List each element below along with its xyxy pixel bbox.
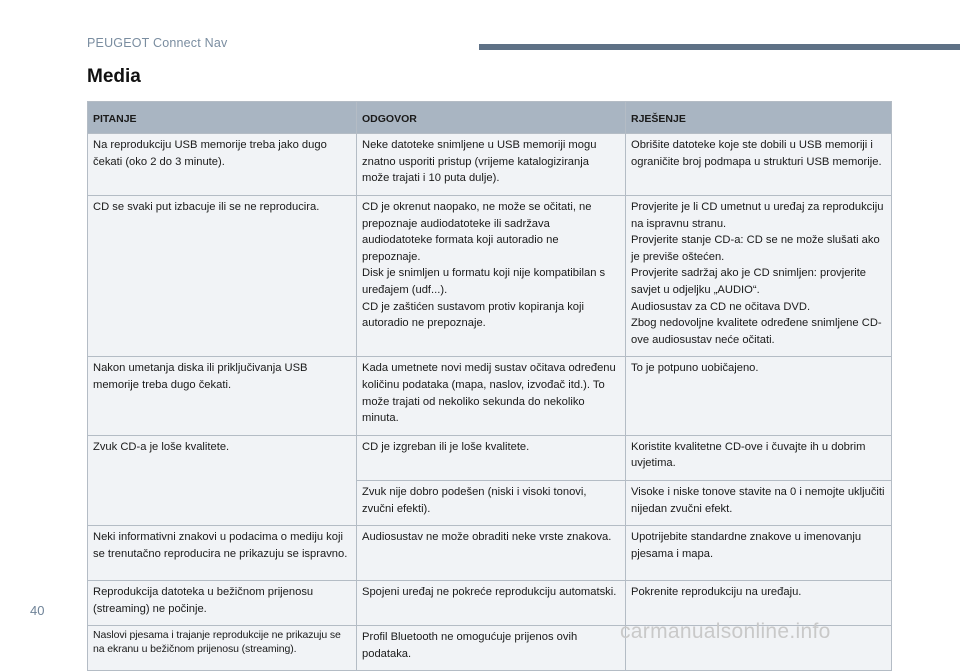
table-row [88, 435, 892, 480]
question-cell: Zvuk CD-a je loše kvalitete. [88, 435, 357, 525]
faq-table [87, 101, 892, 671]
solution-cell: Pokrenite reprodukciju na uređaju. [626, 581, 892, 626]
answer-cell: Zvuk nije dobro podešen (niski i visoki tonovi, zvučni efekti). [357, 480, 626, 525]
answer-cell: CD je izgreban ili je loše kvalitete. [357, 435, 626, 480]
table-row [88, 357, 892, 435]
column-header-solution: RJEŠENJE [626, 102, 892, 134]
table-row [88, 526, 892, 581]
question-cell: Nakon umetanja diska ili priključivanja USB memorije treba dugo čekati. [88, 357, 357, 435]
page-number: 40 [30, 603, 45, 618]
solution-cell: Visoke i niske tonove stavite na 0 i nemojte uključiti nijedan zvučni efekt. [626, 480, 892, 525]
question-cell: Na reprodukciju USB memorije treba jako dugo čekati (oko 2 do 3 minute). [88, 134, 357, 196]
solution-cell: To je potpuno uobičajeno. [626, 357, 892, 435]
watermark: carmanualsonline.info [620, 620, 831, 643]
solution-cell: Koristite kvalitetne CD-ove i čuvajte ih u dobrim uvjetima. [626, 435, 892, 480]
answer-cell: Audiosustav ne može obraditi neke vrste znakova. [357, 526, 626, 581]
column-header-answer: ODGOVOR [357, 102, 626, 134]
solution-cell: Upotrijebite standardne znakove u imenovanju pjesama i mapa. [626, 526, 892, 581]
table-row [88, 581, 892, 626]
question-cell: CD se svaki put izbacuje ili se ne reproducira. [88, 196, 357, 357]
answer-cell: CD je okrenut naopako, ne može se očitati, ne prepoznaje audiodatoteke ili sadržava audiodatoteke formata koji autoradio ne prepoznaje. Disk je snimljen u formatu koji nije kompatibilan s uređajem (udf...). CD je zaštićen sustavom protiv kopiranja koji autoradio ne prepoznaje. [357, 196, 626, 357]
table-row [88, 196, 892, 357]
table-row [88, 134, 892, 196]
answer-cell: Spojeni uređaj ne pokreće reprodukciju automatski. [357, 581, 626, 626]
solution-cell: Provjerite je li CD umetnut u uređaj za reprodukciju na ispravnu stranu. Provjerite stanje CD-a: CD se ne može slušati ako je previše oštećen. Provjerite sadržaj ako je CD snimljen: provjerite savjet u odjeljku „AUDIO“. Audiosustav za CD ne očitava DVD. Zbog nedovoljne kvalitete određene snimljene CD-ove audiosustav neće očitati. [626, 196, 892, 357]
answer-cell: Kada umetnete novi medij sustav očitava određenu količinu podataka (mapa, naslov, izvođač itd.). To može trajati od nekoliko sekunda do nekoliko minuta. [357, 357, 626, 435]
question-cell: Naslovi pjesama i trajanje reprodukcije ne prikazuju se na ekranu u bežičnom prijenosu (streaming). [88, 626, 357, 671]
answer-cell: Neke datoteke snimljene u USB memoriji mogu znatno usporiti pristup (vrijeme katalogiziranja može trajati i 10 puta dulje). [357, 134, 626, 196]
answer-cell: Profil Bluetooth ne omogućuje prijenos ovih podataka. [357, 626, 626, 671]
question-cell: Neki informativni znakovi u podacima o mediju koji se trenutačno reproducira ne prikazuju se ispravno. [88, 526, 357, 581]
column-header-question: PITANJE [88, 102, 357, 134]
manual-header-title: PEUGEOT Connect Nav [87, 36, 228, 50]
header-accent-bar [479, 44, 960, 50]
solution-cell: Obrišite datoteke koje ste dobili u USB memoriji i ograničite broj podmapa u strukturi USB memorije. [626, 134, 892, 196]
question-cell: Reprodukcija datoteka u bežičnom prijenosu (streaming) ne počinje. [88, 581, 357, 626]
page-title: Media [87, 66, 141, 87]
table-header-row [88, 102, 892, 134]
